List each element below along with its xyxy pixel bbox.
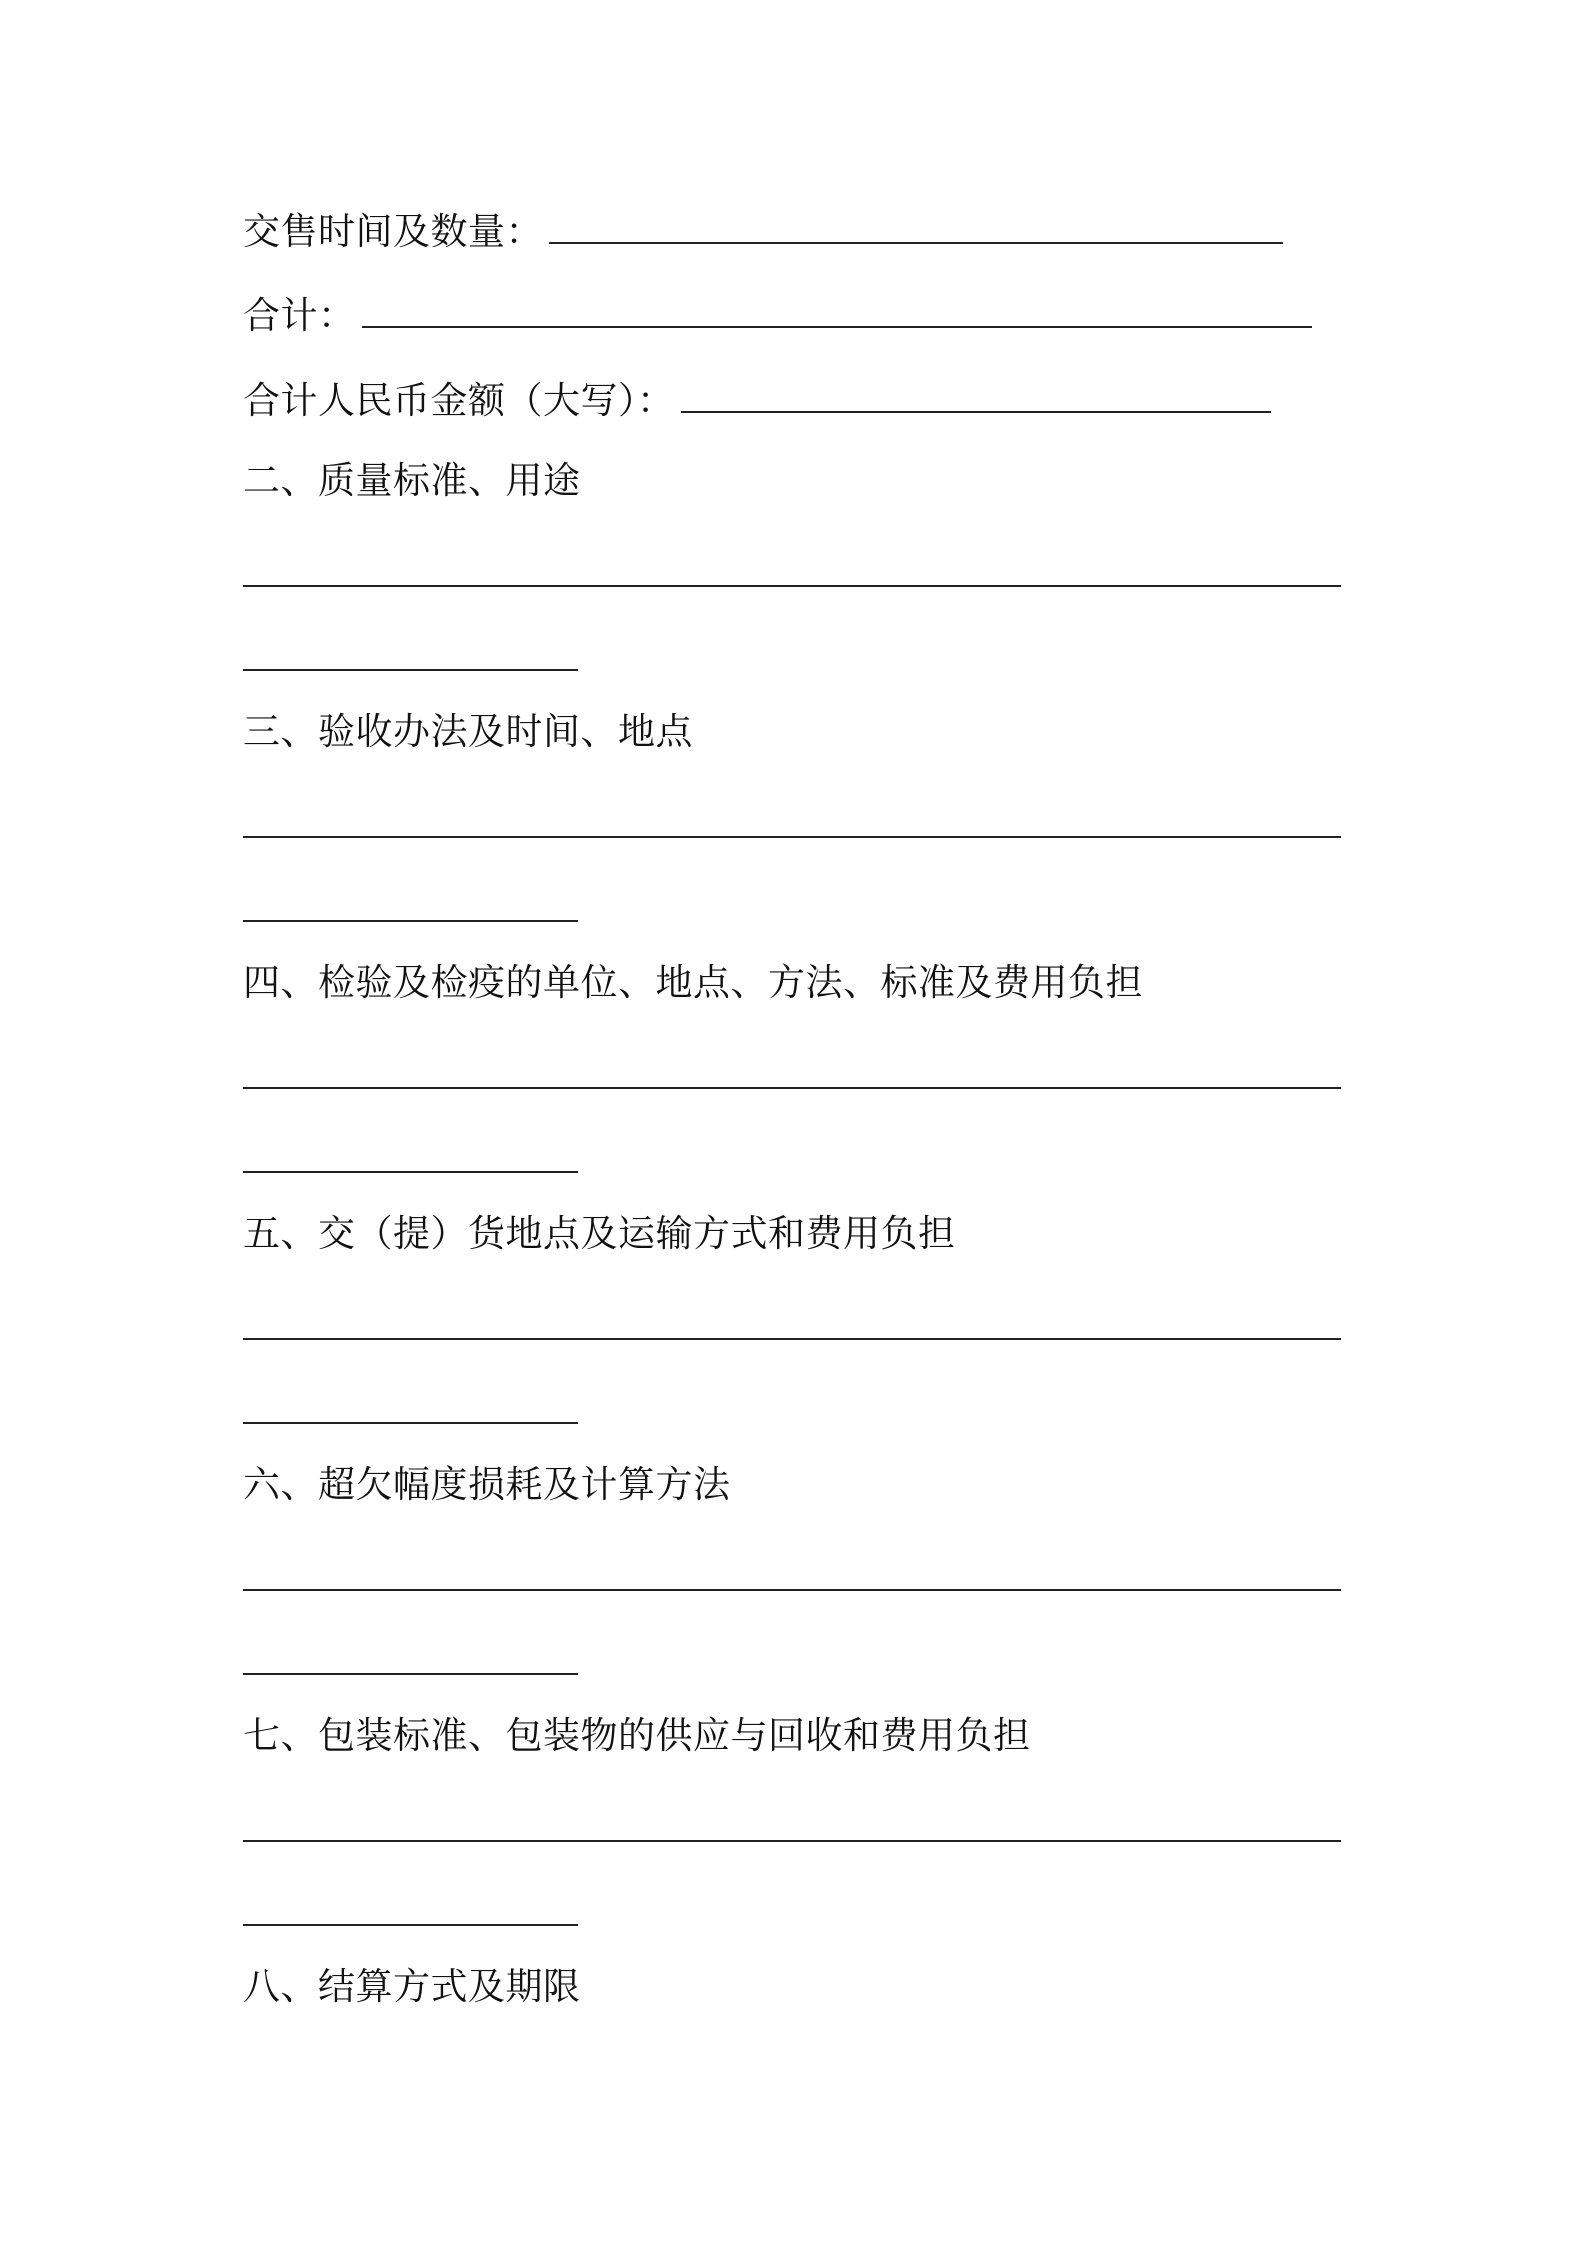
fill-in-blank[interactable]	[549, 212, 1283, 244]
fill-in-line[interactable]	[243, 1171, 578, 1173]
fill-in-line[interactable]	[243, 1589, 1341, 1591]
section-heading-settlement: 八、结算方式及期限	[243, 1965, 581, 2008]
fill-in-line[interactable]	[243, 585, 1341, 587]
field-label: 交售时间及数量：	[243, 210, 543, 253]
field-total-rmb-amount	[243, 379, 1271, 423]
section-heading-inspection: 四、检验及检疫的单位、地点、方法、标准及费用负担	[243, 961, 1143, 1004]
section-heading-loss: 六、超欠幅度损耗及计算方法	[243, 1463, 731, 1506]
fill-in-line[interactable]	[243, 1422, 578, 1424]
fill-in-line[interactable]	[243, 669, 578, 671]
fill-in-line[interactable]	[243, 836, 1341, 838]
fill-in-line[interactable]	[243, 1338, 1341, 1340]
fill-in-line[interactable]	[243, 1087, 1341, 1089]
fill-in-blank[interactable]	[362, 296, 1312, 328]
fill-in-blank[interactable]	[681, 381, 1271, 413]
fill-in-line[interactable]	[243, 1840, 1341, 1842]
fill-in-line[interactable]	[243, 1924, 578, 1926]
fill-in-line[interactable]	[243, 920, 578, 922]
section-heading-delivery: 五、交（提）货地点及运输方式和费用负担	[243, 1212, 956, 1255]
field-total	[243, 294, 1312, 338]
fill-in-line[interactable]	[243, 1673, 578, 1675]
section-heading-acceptance: 三、验收办法及时间、地点	[243, 710, 693, 753]
section-heading-quality: 二、质量标准、用途	[243, 459, 581, 502]
field-delivery-time-quantity	[243, 210, 1283, 254]
field-label: 合计人民币金额（大写）：	[243, 379, 675, 422]
field-label: 合计：	[243, 294, 356, 337]
section-heading-packaging: 七、包装标准、包装物的供应与回收和费用负担	[243, 1714, 1031, 1757]
